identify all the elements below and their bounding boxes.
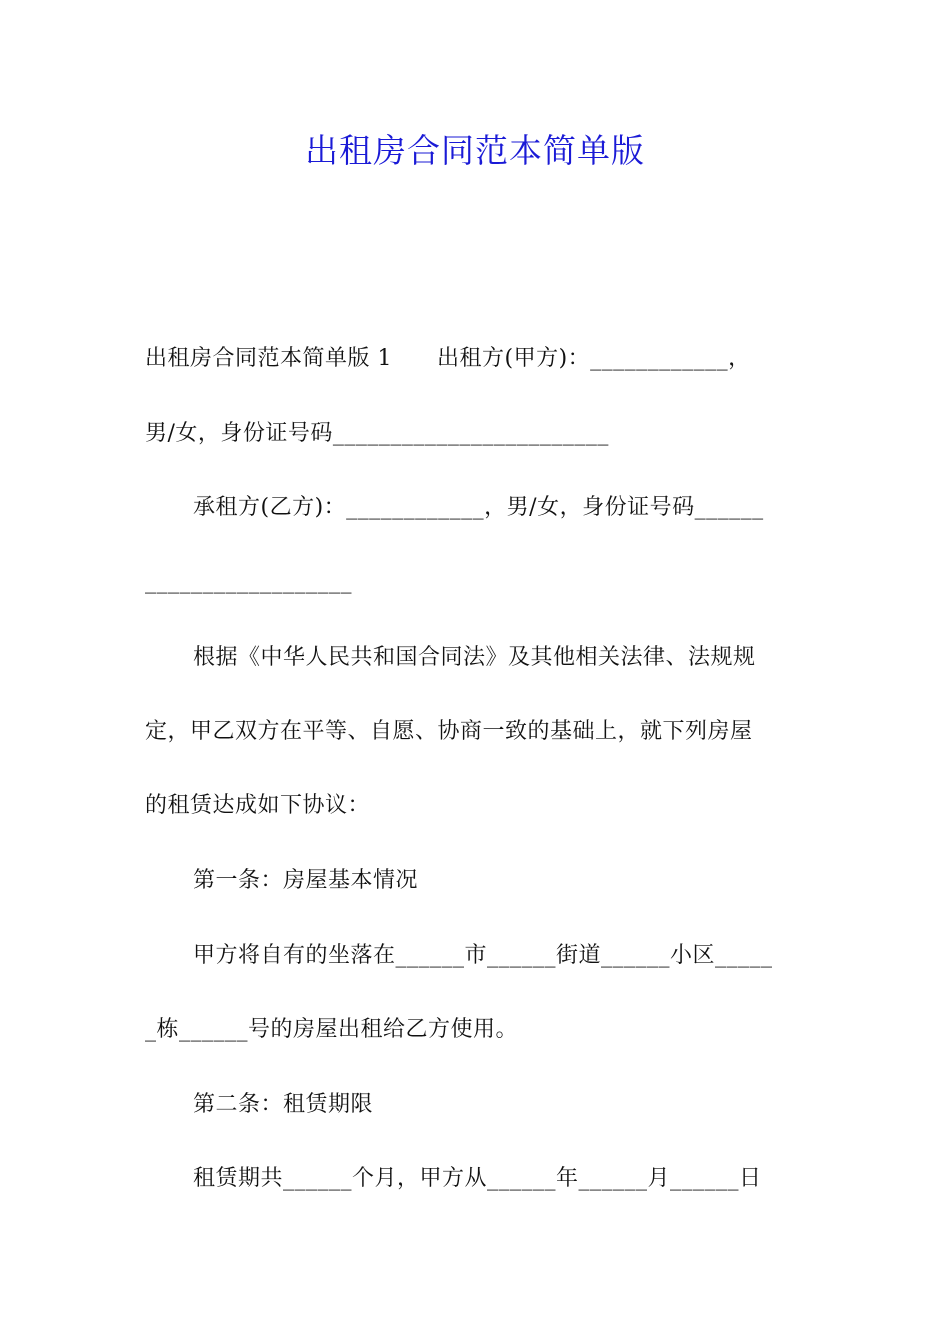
paragraph-line-lessor-id: 男/女，身份证号码________________________ xyxy=(145,421,609,446)
paragraph-line-property-2: _栋______号的房屋出租给乙方使用。 xyxy=(145,1017,519,1042)
paragraph-line-basis-1: 根据《中华人民共和国合同法》及其他相关法律、法规规 xyxy=(193,645,756,670)
document-title: 出租房合同范本简单版 xyxy=(305,131,645,170)
paragraph-line-lessee: 承租方(乙方)：____________，男/女，身份证号码______ xyxy=(193,495,764,520)
paragraph-line-lessor: 出租房合同范本简单版 1 出租方(甲方)：____________， xyxy=(145,346,751,371)
paragraph-line-basis-2: 定，甲乙双方在平等、自愿、协商一致的基础上，就下列房屋 xyxy=(145,719,753,744)
paragraph-line-lessee-id: __________________ xyxy=(145,569,352,594)
article-heading-1: 第一条：房屋基本情况 xyxy=(193,868,419,893)
article-heading-2: 第二条：租赁期限 xyxy=(193,1092,374,1117)
paragraph-line-property-1: 甲方将自有的坐落在______市______街道______小区_____ xyxy=(193,943,773,968)
paragraph-line-basis-3: 的租赁达成如下协议： xyxy=(145,793,371,818)
paragraph-line-term: 租赁期共______个月，甲方从______年______月______日 xyxy=(193,1166,762,1191)
